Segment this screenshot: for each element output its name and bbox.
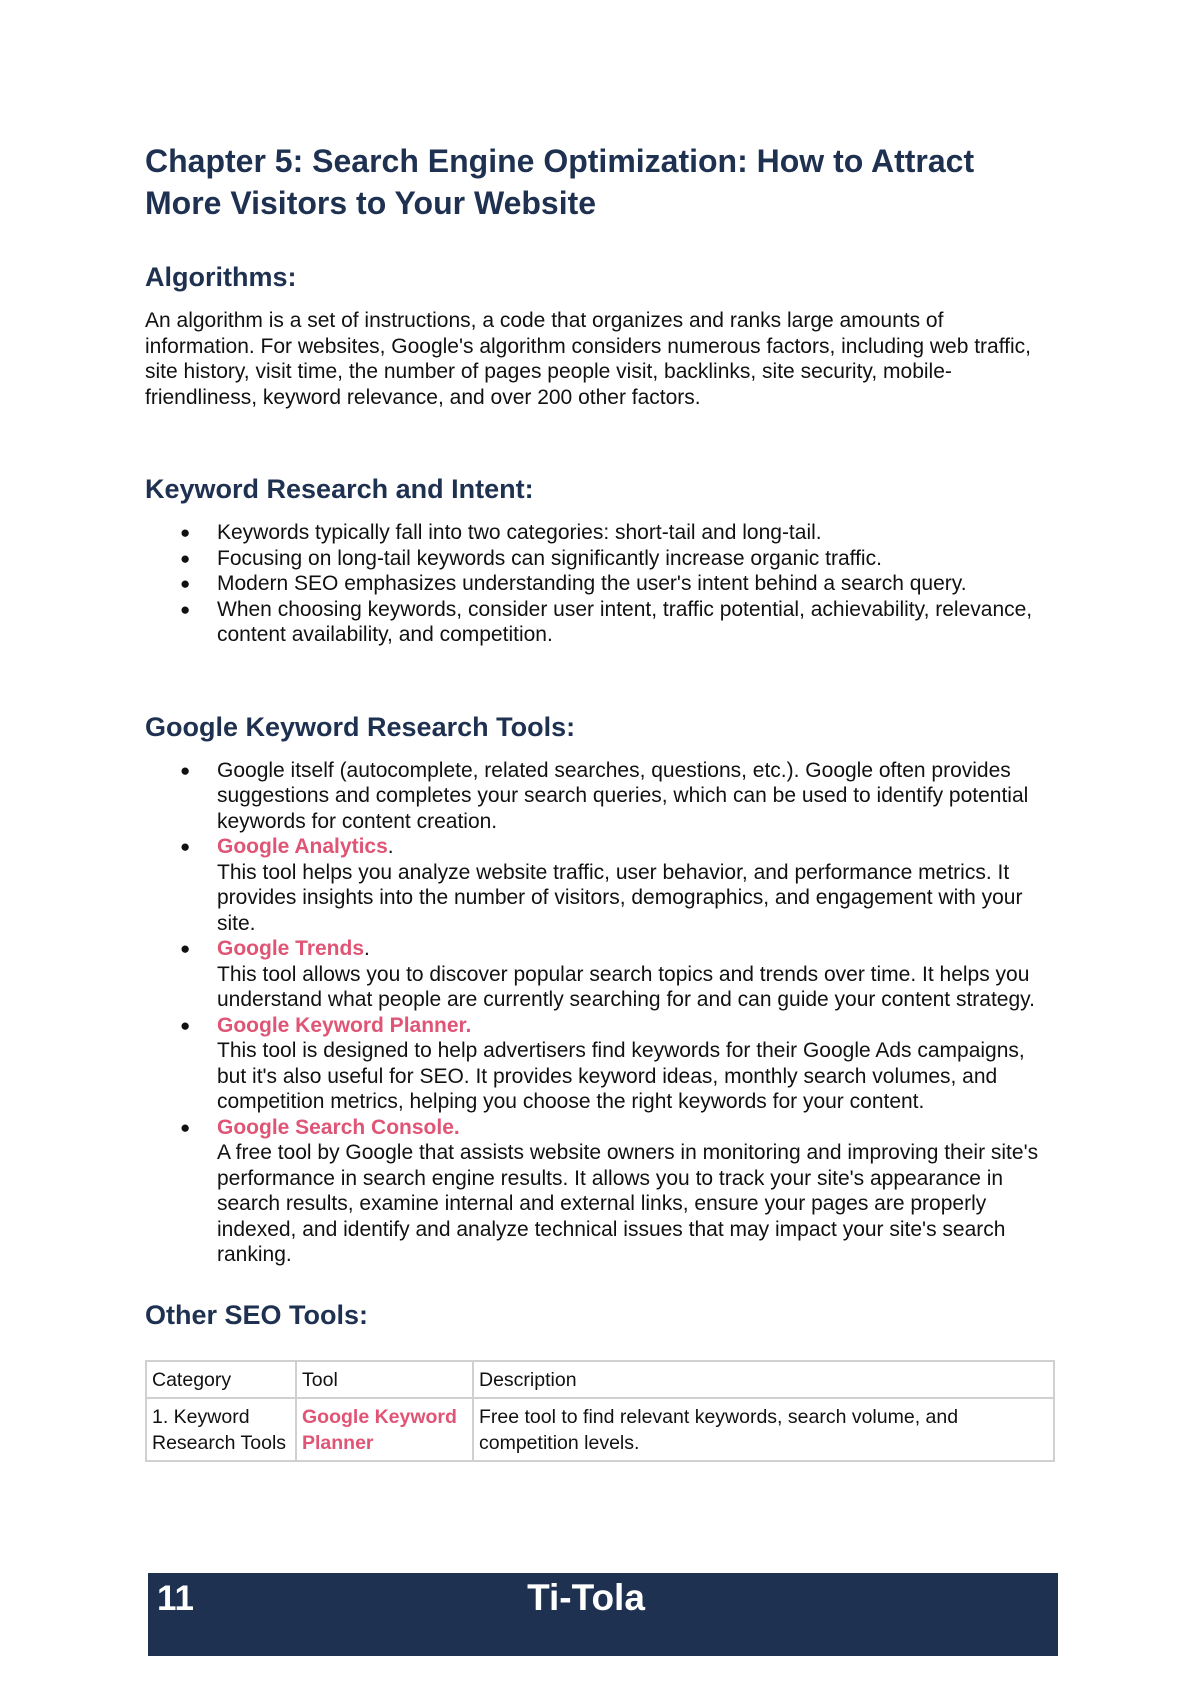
bullet-icon: ● — [180, 760, 191, 780]
tool-description: This tool helps you analyze website traffic, user behavior, and performance metrics. It provides insights into the number of visitors, demographics, and engagement with your site. — [217, 860, 1023, 935]
google-tools-heading: Google Keyword Research Tools: — [145, 711, 576, 742]
list-item — [180, 546, 1055, 572]
google-tools-list — [145, 758, 1055, 1268]
google-keyword-planner-link[interactable]: Google Keyword Planner. — [217, 1013, 472, 1037]
table-header-cell: Description — [473, 1361, 1054, 1398]
bullet-icon: ● — [180, 1015, 191, 1035]
list-item-text: Google itself (autocomplete, related searches, questions, etc.). Google often provides suggestions and completes your search queries, which can be used to identify potential keywords for content creation. — [217, 758, 1029, 833]
algorithms-heading: Algorithms: — [145, 262, 297, 292]
list-item-text: Modern SEO emphasizes understanding the user's intent behind a search query. — [217, 572, 967, 595]
list-item — [180, 520, 1055, 546]
keyword-research-section — [145, 472, 1055, 648]
bullet-icon: ● — [180, 1117, 191, 1137]
table-header-cell: Category — [146, 1361, 296, 1398]
table-header-cell: Tool — [296, 1361, 473, 1398]
link-suffix: . — [387, 835, 394, 858]
list-item-text: Focusing on long-tail keywords can significantly increase organic traffic. — [217, 546, 882, 570]
table-cell: 1. Keyword Research Tools — [146, 1398, 296, 1461]
tool-description: This tool allows you to discover popular search topics and trends over time. It helps you understand what people are currently searching for and can guide your content strategy. — [217, 962, 1035, 1011]
footer-brand: Ti-Tola — [527, 1577, 645, 1618]
algorithms-text: An algorithm is a set of instructions, a code that organizes and ranks large amounts of information. For websites, Google's algorithm considers numerous factors, including web traffic, site history, visit time, the number of pages people visit, backlinks, site security, mobile-friendliness, keyword relevance, and over 200 other factors. — [145, 309, 1032, 409]
list-item — [180, 936, 1055, 1013]
list-item-text: When choosing keywords, consider user intent, traffic potential, achievability, relevance, content availability, and competition. — [217, 597, 1033, 646]
google-keyword-planner-link[interactable]: Google Keyword Planner — [302, 1405, 457, 1454]
list-item — [180, 1115, 1055, 1268]
chapter-title: Chapter 5: Search Engine Optimization: How to Attract More Visitors to Your Website — [145, 143, 975, 221]
bullet-icon: ● — [180, 939, 191, 958]
bullet-icon: ● — [180, 599, 191, 619]
google-trends-link[interactable]: Google Trends — [217, 937, 365, 960]
other-tools-heading: Other SEO Tools: — [145, 1299, 369, 1330]
tool-description: A free tool by Google that assists website owners in monitoring and improving their site's performance in search engine results. It allows you to track your site's appearance in search results, examine internal and external links, ensure your pages are properly indexed, and identify and analyze technical issues that may impact your site's search ranking. — [217, 1141, 1039, 1266]
bullet-icon: ● — [180, 548, 191, 568]
tool-description: This tool is designed to help advertisers find keywords for their Google Ads campaigns, but it's also useful for SEO. It provides keyword ideas, monthly search volumes, and competition metrics, helping you choose the right keywords for your content. — [217, 1039, 1025, 1113]
table-header-row — [146, 1361, 1054, 1398]
google-analytics-link[interactable]: Google Analytics — [217, 835, 388, 858]
list-item — [180, 571, 1055, 597]
page-footer — [148, 1573, 1058, 1656]
list-item — [180, 834, 1055, 936]
list-item — [180, 758, 1055, 835]
seo-tools-table — [145, 1360, 1055, 1462]
google-tools-section — [145, 710, 1055, 1268]
list-item-text: Keywords typically fall into two categories: short-tail and long-tail. — [217, 521, 822, 544]
bullet-icon: ● — [180, 574, 191, 593]
keyword-research-heading: Keyword Research and Intent: — [145, 474, 534, 504]
bullet-icon: ● — [180, 523, 191, 542]
table-row — [146, 1398, 1054, 1461]
keyword-research-list — [145, 520, 1055, 648]
list-item — [180, 1013, 1055, 1115]
algorithms-section — [145, 260, 1055, 410]
other-tools-section — [145, 1298, 1055, 1462]
bullet-icon: ● — [180, 837, 191, 856]
page-number: 11 — [157, 1579, 194, 1618]
link-suffix: . — [364, 937, 370, 960]
table-cell — [296, 1398, 473, 1461]
page-content — [145, 140, 1055, 1462]
list-item — [180, 597, 1055, 648]
google-search-console-link[interactable]: Google Search Console. — [217, 1115, 460, 1139]
table-cell: Free tool to find relevant keywords, search volume, and competition levels. — [473, 1398, 1054, 1461]
